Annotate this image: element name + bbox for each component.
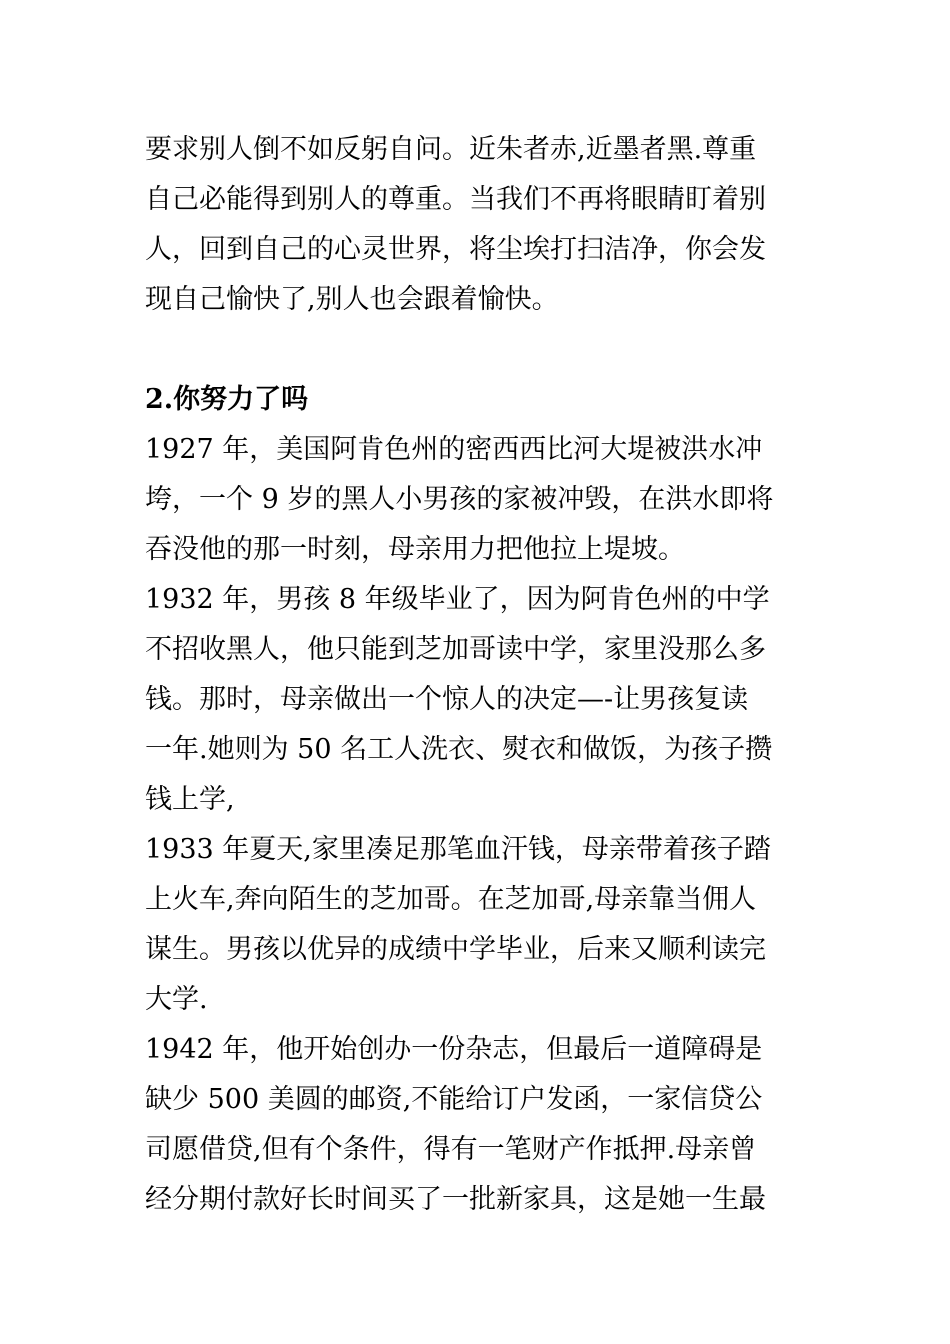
paragraph-line: 要求别人倒不如反躬自问。近朱者赤,近墨者黑.尊重	[145, 134, 757, 165]
paragraph-line: 垮，一个 9 岁的黑人小男孩的家被冲毁，在洪水即将	[145, 484, 774, 515]
paragraph-line: 不招收黑人，他只能到芝加哥读中学，家里没那么多	[145, 634, 766, 665]
paragraph-line: 钱。那时，母亲做出一个惊人的决定—-让男孩复读	[145, 684, 749, 715]
section-heading: 2.你努力了吗	[145, 384, 309, 415]
paragraph-line: 经分期付款好长时间买了一批新家具，这是她一生最	[145, 1184, 766, 1215]
paragraph-line: 1927 年，美国阿肯色州的密西西比河大堤被洪水冲	[145, 434, 763, 465]
paragraph-line: 1932 年，男孩 8 年级毕业了，因为阿肯色州的中学	[145, 584, 770, 615]
paragraph-line: 1942 年，他开始创办一份杂志，但最后一道障碍是	[145, 1034, 763, 1065]
paragraph-line: 自己必能得到别人的尊重。当我们不再将眼睛盯着别	[145, 184, 766, 215]
paragraph-spacer	[145, 325, 810, 375]
paragraph-line: 1933 年夏天,家里凑足那笔血汗钱，母亲带着孩子踏	[145, 834, 771, 865]
paragraph-line: 谋生。男孩以优异的成绩中学毕业，后来又顺利读完	[145, 934, 766, 965]
paragraph-line: 人，回到自己的心灵世界，将尘埃打扫洁净，你会发	[145, 234, 766, 265]
paragraph-line: 一年.她则为 50 名工人洗衣、熨衣和做饭，为孩子攒	[145, 734, 773, 765]
paragraph-line: 上火车,奔向陌生的芝加哥。在芝加哥,母亲靠当佣人	[145, 884, 757, 915]
paragraph-line: 钱上学,	[145, 784, 235, 815]
paragraph-line: 司愿借贷,但有个条件，得有一笔财产作抵押.母亲曾	[145, 1134, 757, 1165]
paragraph-line: 吞没他的那一时刻，母亲用力把他拉上堤坡。	[145, 534, 685, 565]
document-body	[145, 125, 810, 1225]
paragraph-line: 缺少 500 美圆的邮资,不能给订户发函，一家信贷公	[145, 1084, 763, 1115]
paragraph-line: 大学.	[145, 984, 208, 1015]
paragraph-line: 现自己愉快了,别人也会跟着愉快。	[145, 284, 559, 315]
